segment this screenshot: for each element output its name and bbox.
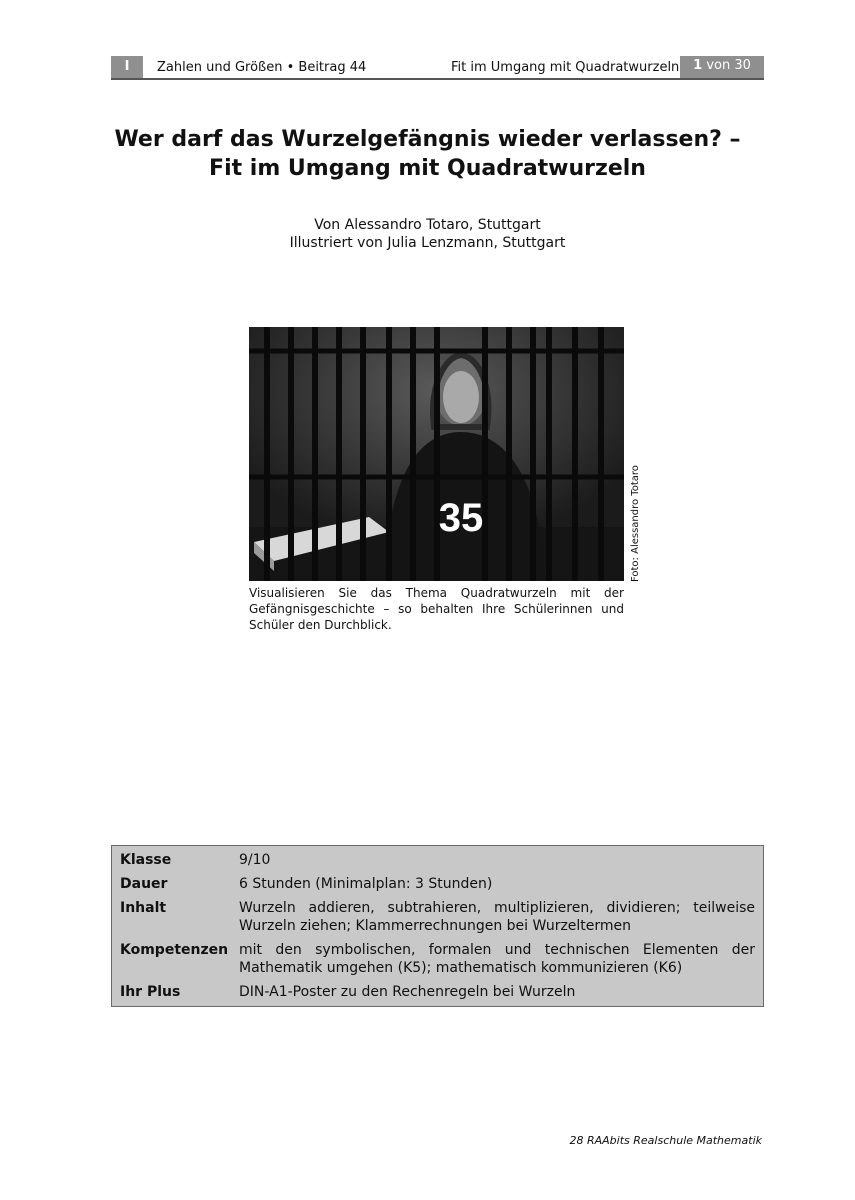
info-row-klasse [112,850,763,870]
info-row-ihr-plus [112,982,763,1002]
header-article-title: Fit im Umgang mit Quadratwurzeln [451,60,680,75]
page-total: von 30 [706,58,751,73]
info-value: DIN-A1-Poster zu den Rechenregeln bei Wurzeln [239,984,576,1000]
info-box [111,845,764,1007]
title-line-1: Wer darf das Wurzelgefängnis wieder verlassen? – [114,127,741,152]
publisher-footer: 28 RAAbits Realschule Mathematik [569,1134,762,1147]
info-label: Klasse [120,852,172,868]
author-credits [60,216,795,252]
section-marker: I [111,56,143,78]
info-value: 6 Stunden (Minimalplan: 3 Stunden) [239,876,493,892]
page-title [60,125,795,183]
info-row-kompetenzen [112,940,763,978]
info-label: Kompetenzen [120,942,229,958]
info-value: Wurzeln addieren, subtrahieren, multiplizieren, dividieren; teilweise Wurzeln ziehen; Klammerrechnungen bei Wurzeltermen [239,900,755,934]
info-value: mit den symbolischen, formalen und technischen Elementen der Mathematik umgehen (K5); mathematisch kommunizieren (K6) [239,942,755,976]
title-line-2: Fit im Umgang mit Quadratwurzeln [209,156,646,181]
page-counter [680,56,764,78]
header-topic: Zahlen und Größen • Beitrag 44 [157,60,367,75]
author-line: Von Alessandro Totaro, Stuttgart [314,217,541,233]
illustrator-line: Illustriert von Julia Lenzmann, Stuttgart [289,235,566,251]
photo-credit-text: Foto: Alessandro Totaro [630,465,641,582]
info-label: Ihr Plus [120,984,181,1000]
info-label: Dauer [120,876,168,892]
cell-number: 35 [438,496,484,540]
info-value: 9/10 [239,852,271,868]
jail-photo-illustration [249,327,624,581]
page-number: 1 [693,58,703,73]
jail-photo [249,327,624,581]
info-row-dauer [112,874,763,894]
photo-caption: Visualisieren Sie das Thema Quadratwurzeln mit der Gefängnisgeschichte – so behalten Ihre Schülerinnen und Schüler den Durchblick. [249,586,624,632]
page-header [111,56,764,80]
info-row-inhalt [112,898,763,936]
photo-credit [629,458,643,582]
info-label: Inhalt [120,900,167,916]
